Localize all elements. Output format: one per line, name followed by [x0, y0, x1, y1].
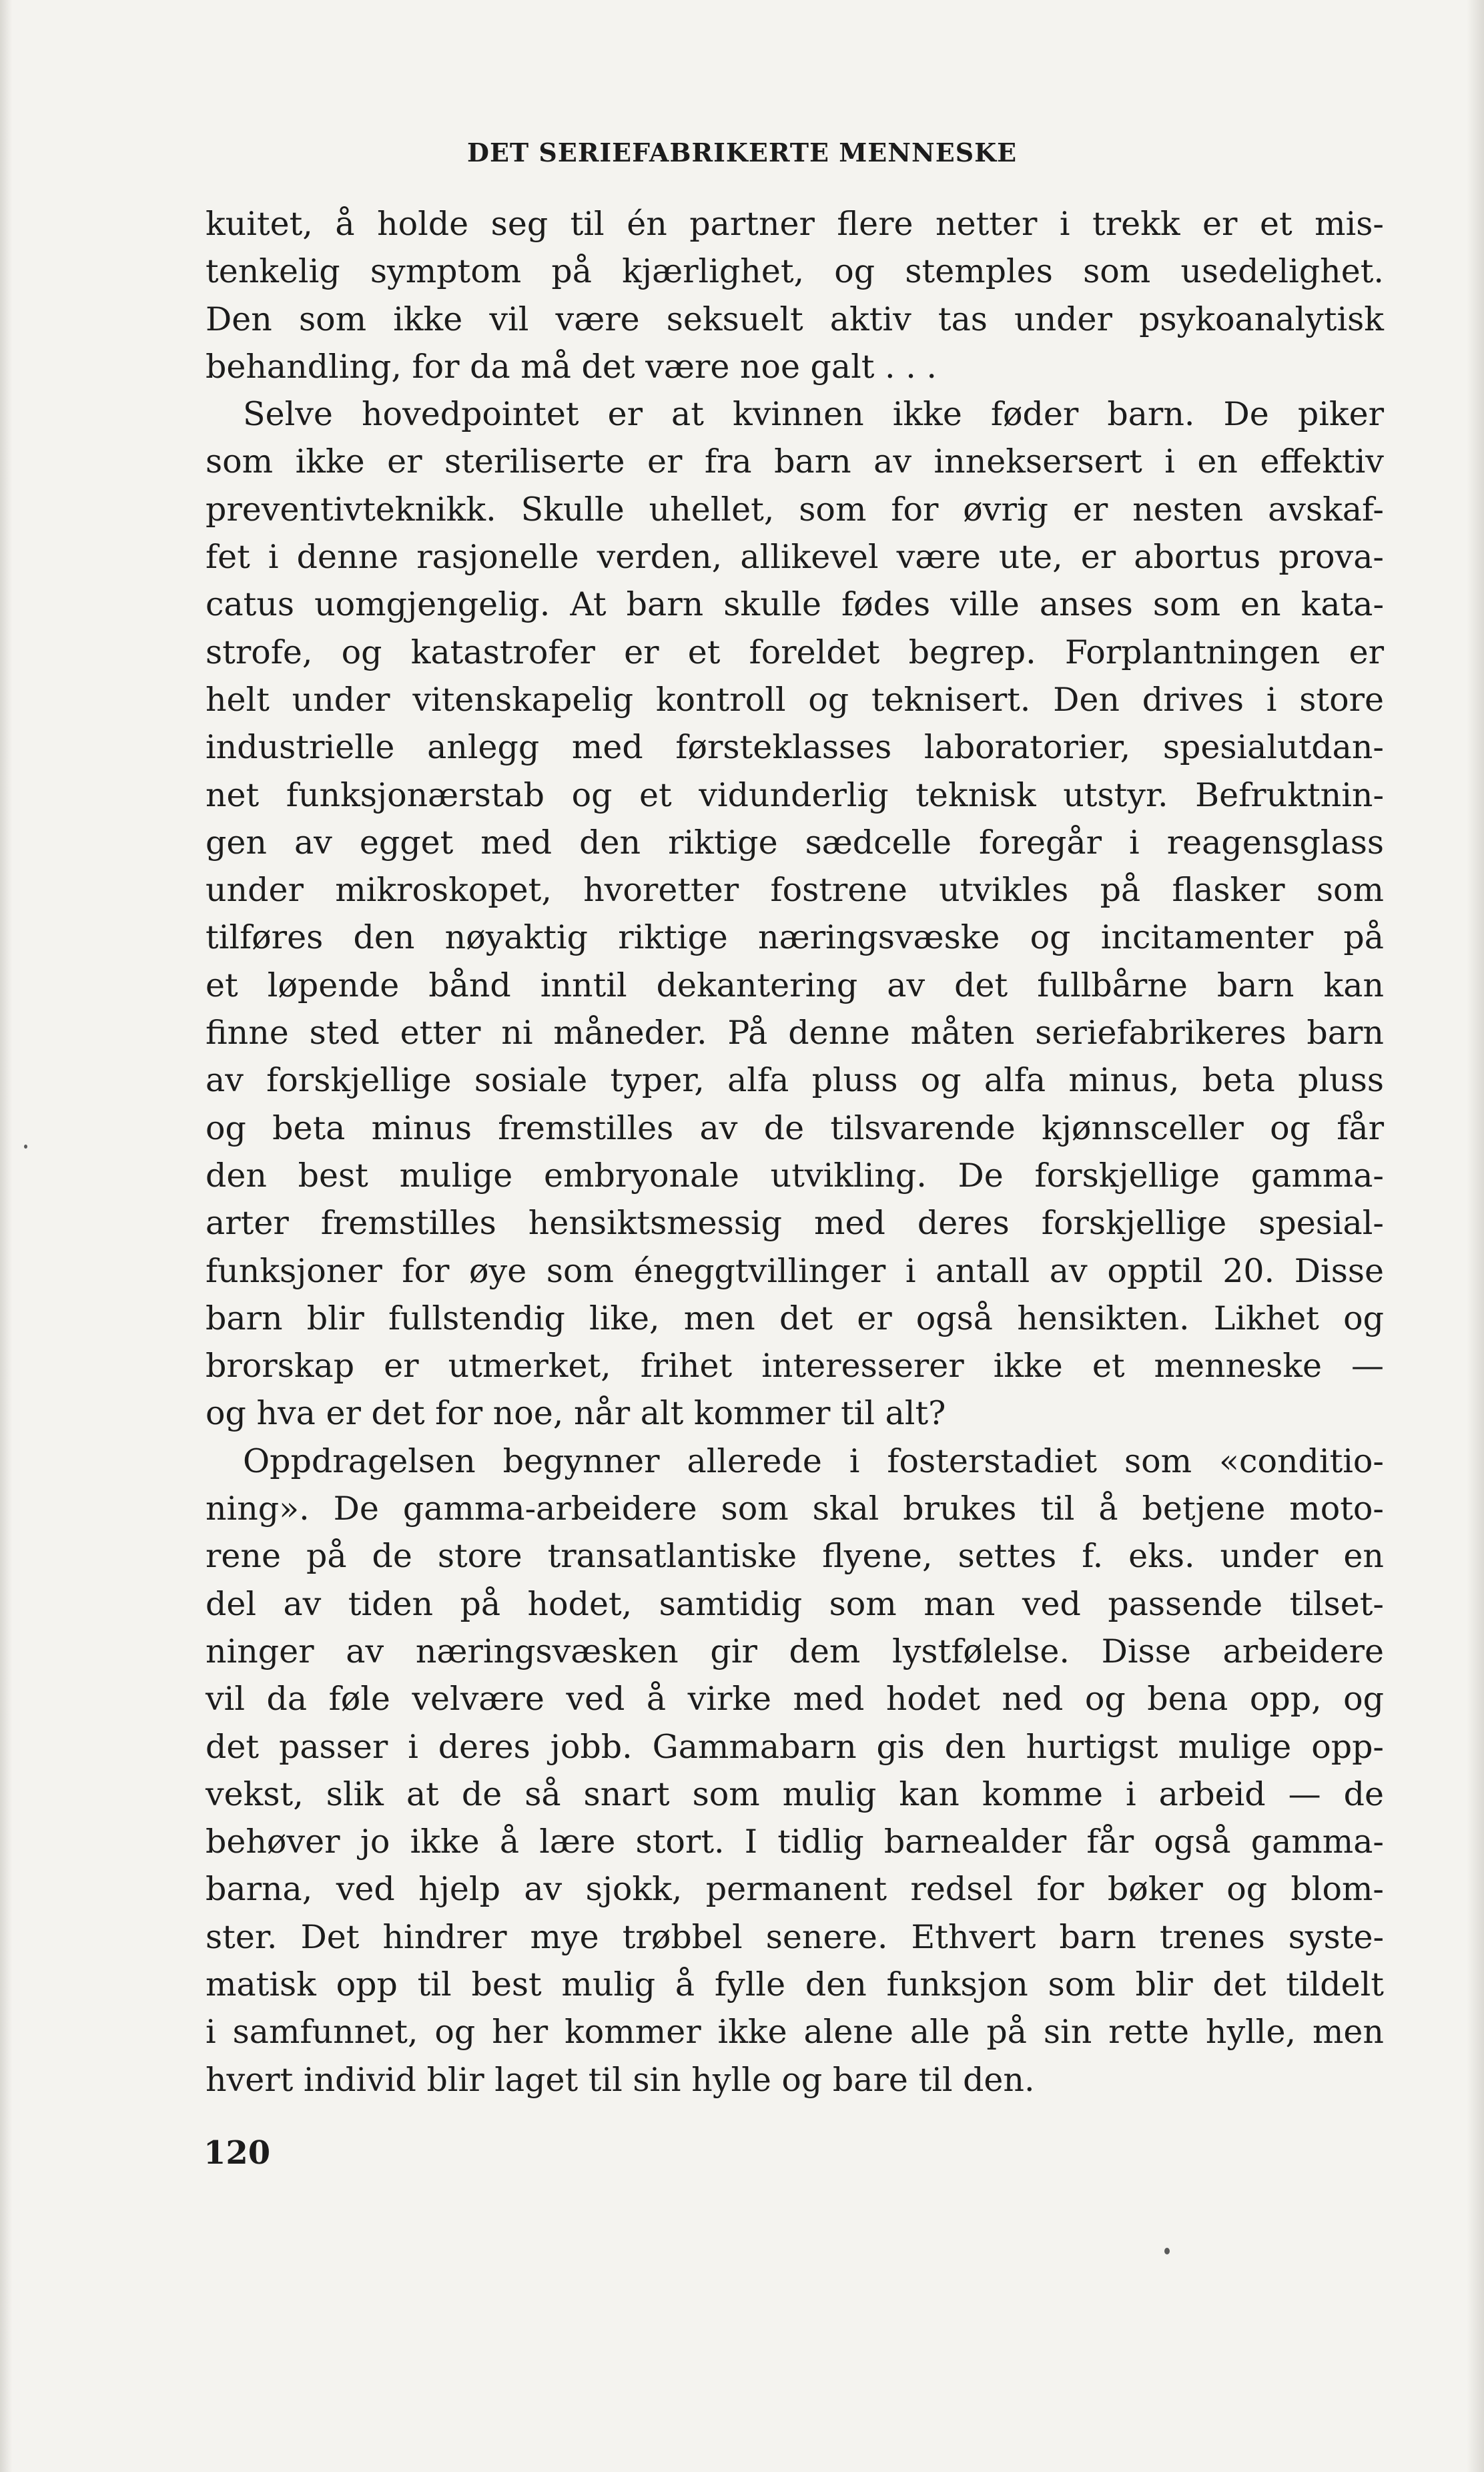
text-line: arter fremstilles hensiktsmessig med deres forskjellige spesial- — [206, 1204, 1384, 1243]
scan-edge-right — [1467, 0, 1484, 2472]
text-line: del av tiden på hodet, samtidig som man ved passende tilset- — [206, 1584, 1384, 1623]
text-line: tilføres den nøyaktig riktige næringsvæske og incitamenter på — [206, 918, 1384, 957]
text-line: og hva er det for noe, når alt kommer til alt? — [206, 1394, 946, 1433]
text-line: finne sted etter ni måneder. På denne måten seriefabrikeres barn — [206, 1014, 1384, 1052]
text-line: behandling, for da må det være noe galt . . . — [206, 347, 937, 386]
text-line: rene på de store transatlantiske flyene, settes f. eks. under en — [206, 1537, 1384, 1576]
text-line: tenkelig symptom på kjærlighet, og stemples som usedelighet. — [206, 252, 1384, 291]
text-line: strofe, og katastrofer er et foreldet begrep. Forplantningen er — [206, 633, 1384, 671]
text-line: kuitet, å holde seg til én partner flere netter i trekk er et mis- — [206, 205, 1384, 243]
running-head: DET SERIEFABRIKERTE MENNESKE — [467, 137, 1018, 168]
text-line: preventivteknikk. Skulle uhellet, som for øvrig er nesten avskaf- — [206, 490, 1384, 529]
text-line: barna, ved hjelp av sjokk, permanent redsel for bøker og blom- — [206, 1870, 1384, 1909]
text-line: Den som ikke vil være seksuelt aktiv tas under psykoanalytisk — [206, 300, 1384, 338]
text-line: hvert individ blir laget til sin hylle og bare til den. — [206, 2060, 1035, 2099]
text-line: og beta minus fremstilles av de tilsvarende kjønnsceller og får — [206, 1109, 1384, 1147]
text-line: net funksjonærstab og et vidunderlig teknisk utstyr. Befruktnin- — [206, 776, 1384, 814]
text-line: Selve hovedpointet er at kvinnen ikke føder barn. De piker — [243, 395, 1384, 434]
text-line: Oppdragelsen begynner allerede i fosterstadiet som «conditio- — [243, 1442, 1384, 1480]
text-line: den best mulige embryonale utvikling. De forskjellige gamma- — [206, 1156, 1384, 1195]
page-number: 120 — [204, 2134, 271, 2172]
text-line: industrielle anlegg med førsteklasses laboratorier, spesialutdan- — [206, 728, 1384, 767]
text-line: matisk opp til best mulig å fylle den funksjon som blir det tildelt — [206, 1965, 1384, 2003]
text-line: gen av egget med den riktige sædcelle foregår i reagensglass — [206, 823, 1384, 862]
text-line: det passer i deres jobb. Gammabarn gis den hurtigst mulige opp- — [206, 1727, 1384, 1766]
text-line: i samfunnet, og her kommer ikke alene alle på sin rette hylle, men — [206, 2013, 1384, 2052]
text-line: ning». De gamma-arbeidere som skal brukes til å betjene moto- — [206, 1490, 1384, 1528]
text-line: et løpende bånd inntil dekantering av det fullbårne barn kan — [206, 966, 1384, 1004]
text-line: under mikroskopet, hvoretter fostrene utvikles på flasker som — [206, 871, 1384, 910]
text-line: funksjoner for øye som éneggtvillinger i antall av opptil 20. Disse — [206, 1251, 1384, 1290]
text-line: ster. Det hindrer mye trøbbel senere. Ethvert barn trenes syste- — [206, 1917, 1384, 1956]
text-line: helt under vitenskapelig kontroll og teknisert. Den drives i store — [206, 680, 1384, 719]
text-line: vekst, slik at de så snart som mulig kan komme i arbeid — de — [206, 1775, 1384, 1813]
text-line: fet i denne rasjonelle verden, allikevel være ute, er abortus prova- — [206, 538, 1384, 577]
text-line: catus uomgjengelig. At barn skulle fødes ville anses som en kata- — [206, 585, 1384, 624]
scan-speck — [24, 1145, 27, 1149]
text-line: behøver jo ikke å lære stort. I tidlig barnealder får også gamma- — [206, 1823, 1384, 1861]
text-line: vil da føle velvære ved å virke med hodet ned og bena opp, og — [206, 1680, 1384, 1719]
text-line: ninger av næringsvæsken gir dem lystfølelse. Disse arbeidere — [206, 1632, 1384, 1670]
text-line: av forskjellige sosiale typer, alfa pluss og alfa minus, beta pluss — [206, 1061, 1384, 1100]
scan-speck — [1164, 2248, 1170, 2254]
text-line: brorskap er utmerket, frihet interesserer ikke et menneske — — [206, 1347, 1384, 1385]
body-text — [206, 200, 1384, 2104]
scan-edge-left — [0, 0, 12, 2472]
text-line: som ikke er steriliserte er fra barn av inneksersert i en effektiv — [206, 442, 1384, 481]
text-line: barn blir fullstendig like, men det er også hensikten. Likhet og — [206, 1299, 1384, 1337]
